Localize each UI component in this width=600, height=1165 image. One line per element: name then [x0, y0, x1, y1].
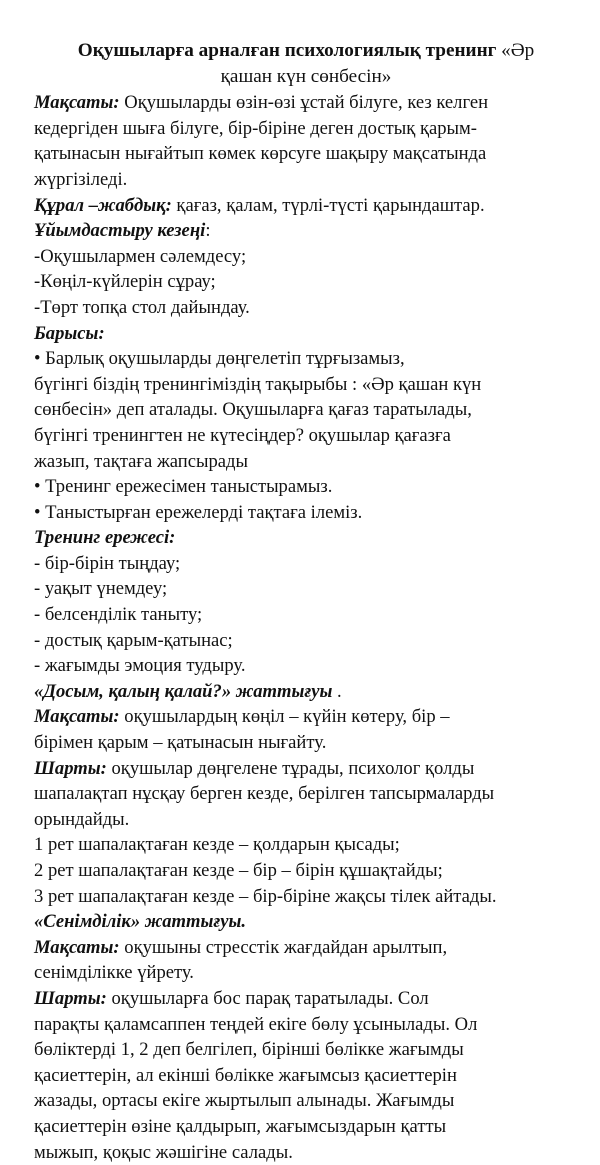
exercise1-title-line	[34, 679, 578, 705]
exercise2-conditions-line-7: мыжып, қоқыс жәшігіне салады.	[34, 1141, 293, 1163]
organization-heading	[34, 218, 578, 244]
purpose-line-4: жүргізіледі.	[34, 168, 128, 190]
exercise1-conditions-line-5: 2 рет шапалақтаған кезде – бір – бірін құшақтайды;	[34, 860, 443, 881]
organization-colon: :	[205, 220, 211, 242]
purpose-line-1	[34, 90, 578, 116]
exercise2-purpose-text-1: оқушыны стресстік жағдайдан арылтып,	[119, 936, 448, 958]
organization-item-1: -Оқушылармен сәлемдесу;	[34, 245, 247, 267]
exercise1-title: «Досым, қалың қалай?» жаттығуы	[34, 680, 333, 702]
exercise1-conditions-line-3: орындайды.	[34, 808, 130, 830]
exercise2-conditions-line-5: жазады, ортасы екіге жыртылып алынады. Жағымды	[34, 1090, 455, 1112]
title-bold: Оқушыларға арналған психологиялық тренинг	[77, 40, 497, 61]
purpose-line-2: кедергіден шыға білуге, бір-біріне деген достық қарым-	[34, 117, 477, 139]
exercise1-purpose-line-2: бірімен қарым – қатынасын нығайту.	[34, 732, 327, 754]
rules-item-1: - бір-бірін тыңдау;	[34, 552, 181, 574]
exercise2-purpose-line-1	[34, 935, 578, 961]
exercise2-title: «Сенімділік» жаттығуы.	[34, 911, 247, 933]
organization-item-2: -Көңіл-күйлерін сұрау;	[34, 271, 216, 293]
purpose-line-3: қатынасын нығайтып көмек көрсуге шақыру мақсатында	[34, 143, 487, 165]
purpose-label: Мақсаты:	[34, 92, 120, 114]
exercise2-purpose-label: Мақсаты:	[34, 936, 120, 958]
title-quote-end: қашан күн сөнбесін»	[220, 65, 392, 87]
organization-label: Ұйымдастыру кезеңі	[34, 220, 206, 242]
exercise1-conditions-line-1	[34, 756, 578, 782]
equipment-text: қағаз, қалам, түрлі-түсті қарындаштар.	[171, 194, 485, 216]
exercise1-conditions-line-2: шапалақтап нұсқау берген кезде, берілген тапсырмаларды	[34, 783, 495, 805]
exercise1-conditions-line-4: 1 рет шапалақтаған кезде – қолдарын қысады;	[34, 834, 400, 856]
exercise2-conditions-line-3: бөліктерді 1, 2 деп белгілеп, бірінші бөлікке жағымды	[34, 1039, 464, 1061]
document-title	[34, 38, 578, 89]
exercise1-conditions-label: Шарты:	[34, 757, 107, 779]
process-line-4: бүгінгі тренингтен не күтесіңдер? оқушылар қағазға	[34, 424, 451, 446]
rules-item-3: - белсенділік таныту;	[34, 604, 203, 626]
process-line-1: • Барлық оқушыларды дөңгелетіп тұрғызамыз,	[34, 348, 405, 370]
process-label: Барысы:	[34, 322, 105, 344]
exercise2-conditions-label: Шарты:	[34, 987, 107, 1009]
process-line-6: • Тренинг ережесімен таныстырамыз.	[34, 476, 333, 498]
exercise2-purpose-line-2: сенімділікке үйрету.	[34, 962, 194, 984]
exercise2-conditions-line-1	[34, 986, 578, 1012]
exercise1-purpose-text-1: оқушылардың көңіл – күйін көтеру, бір –	[119, 706, 450, 728]
exercise2-conditions-text-1: оқушыларға бос парақ таратылады. Сол	[106, 987, 429, 1009]
equipment-label: Құрал –жабдық:	[34, 194, 172, 216]
exercise2-conditions-line-2: парақты қаламсаппен теңдей екіге бөлу ұсынылады. Ол	[34, 1013, 478, 1035]
equipment-line	[34, 193, 578, 219]
process-line-5: жазып, тақтаға жапсырады	[34, 450, 249, 472]
exercise2-conditions-line-6: қасиеттерін өзіне қалдырып, жағымсыздарын қатты	[34, 1115, 447, 1137]
process-line-3: сөнбесін» деп аталады. Оқушыларға қағаз таратылады,	[34, 399, 472, 421]
exercise1-conditions-line-6: 3 рет шапалақтаған кезде – бір-біріне жақсы тілек айтады.	[34, 885, 497, 907]
exercise1-conditions-text-1: оқушылар дөңгелене тұрады, психолог қолды	[106, 757, 475, 779]
exercise1-purpose-line-1	[34, 704, 578, 730]
exercise1-title-tail: .	[332, 680, 342, 702]
rules-item-4: - достық қарым-қатынас;	[34, 629, 233, 651]
organization-item-3: -Төрт топқа стол дайындау.	[34, 296, 250, 318]
rules-label: Тренинг ережесі:	[34, 527, 176, 549]
rules-item-5: - жағымды эмоция тудыру.	[34, 655, 246, 677]
title-quote-start: «Әр	[501, 40, 535, 61]
exercise1-purpose-label: Мақсаты:	[34, 706, 120, 728]
rules-item-2: - уақыт үнемдеу;	[34, 578, 168, 600]
process-line-2: бүгінгі біздің тренингіміздің тақырыбы : «Әр қашан күн	[34, 373, 482, 395]
exercise2-conditions-line-4: қасиеттерін, ал екінші бөлікке жағымсыз қасиеттерін	[34, 1064, 457, 1086]
process-line-7: • Таныстырған ережелерді тақтаға ілеміз.	[34, 501, 363, 523]
purpose-text-1: Оқушыларды өзін-өзі ұстай білуге, кез келген	[119, 92, 489, 114]
